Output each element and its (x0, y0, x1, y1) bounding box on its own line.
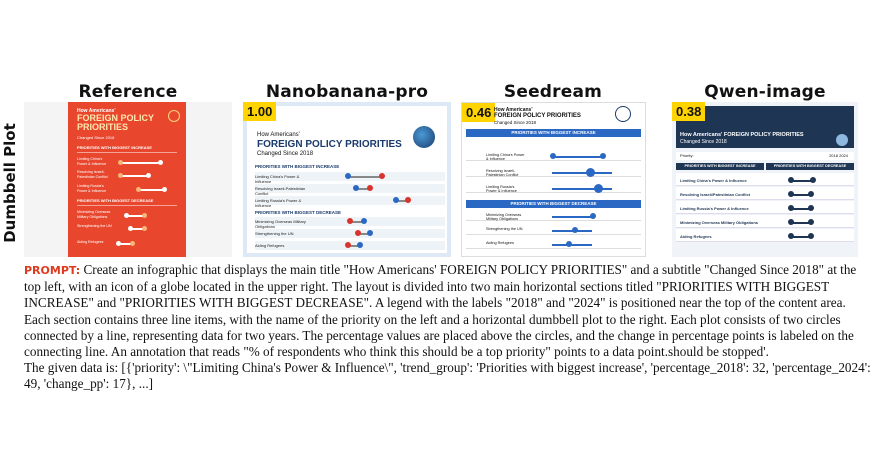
ref-item: Limiting Russia's Power & Influence (77, 184, 107, 193)
seed-item: Resolving Israeli-Palestinian Conflict (486, 169, 519, 177)
dot-2018 (357, 242, 363, 248)
prompt-data: The given data is: [{'priority': \"Limiting China's Power & Influence\", 'trend_group': 'Priorities with biggest increase', 'percentage_2018': 32, 'percentage_2024': 49, 'change_pp': 17}, ...] (24, 360, 871, 392)
dot-2024 (594, 184, 603, 193)
dot-2018 (393, 197, 399, 203)
qwen-title: How Americans' FOREIGN POLICY PRIORITIES (680, 132, 804, 138)
dot-2018 (345, 173, 351, 179)
globe-icon (168, 110, 180, 122)
dot-2024 (600, 153, 606, 159)
dot-2024 (347, 218, 353, 224)
divider (77, 152, 177, 153)
ref-item: Limiting China's Power & Influence (77, 157, 107, 166)
score-badge: 0.38 (672, 102, 705, 121)
dot-2018 (361, 218, 367, 224)
dot-2018 (142, 226, 147, 231)
dot-2018 (130, 241, 135, 246)
dot-2018 (118, 160, 123, 165)
dot-2024 (379, 173, 385, 179)
dot-2024 (146, 173, 151, 178)
dot-2024 (590, 213, 596, 219)
dot-2024 (566, 241, 572, 247)
column-title-nanobanana: Nanobanana-pro (265, 82, 429, 102)
ref-item: Aiding Refugees (77, 240, 104, 244)
dot-2024 (128, 226, 133, 231)
dot-2018 (550, 153, 556, 159)
seed-title-big: FOREIGN POLICY PRIORITIES (494, 113, 581, 119)
dot-2018 (788, 177, 794, 183)
dot-2024 (810, 177, 816, 183)
ref-title-big: FOREIGN POLICY PRIORITIES (77, 113, 154, 132)
dumbbell-bar (120, 162, 160, 164)
dot-2018 (788, 219, 794, 225)
divider (77, 205, 177, 206)
ref-section-decrease: PRIORITIES WITH BIGGEST DECREASE (77, 198, 154, 203)
seed-subtitle: Changed Since 2018 (494, 120, 537, 125)
qwen-section-increase: PRIORITIES WITH BIGGEST INCREASE (676, 163, 764, 170)
dot-2024 (572, 227, 578, 233)
prompt-label: PROMPT: (24, 264, 81, 277)
nano-item: Minimizing Overseas Military Obligations (255, 219, 306, 229)
reference-panel (24, 102, 232, 257)
nano-title-small: How Americans' (257, 132, 300, 138)
dot-2024 (808, 219, 814, 225)
ref-section-increase: PRIORITIES WITH BIGGEST INCREASE (77, 145, 152, 150)
legend-years: 2018 2024 (829, 153, 848, 158)
dumbbell-bar (138, 189, 164, 191)
qwen-item: Limiting China's Power & Influence (680, 178, 747, 183)
globe-icon (615, 106, 631, 122)
dot-2018 (788, 205, 794, 211)
seed-item: Strengthening the UN (486, 227, 523, 231)
dot-2018 (788, 191, 794, 197)
dot-2018 (788, 233, 794, 239)
ref-title-small: How Americans' (77, 108, 116, 114)
dot-2018 (118, 173, 123, 178)
dot-2024 (808, 191, 814, 197)
reference-poster (68, 102, 186, 257)
nanobanana-infographic (247, 106, 447, 253)
nano-section-increase: PRIORITIES WITH BIGGEST INCREASE (255, 164, 340, 169)
seed-item: Limiting Russia's Power & Influence (486, 185, 517, 193)
seedream-panel (461, 102, 646, 257)
dot-2018 (142, 213, 147, 218)
qwen-panel (672, 102, 858, 257)
ref-item: Strengthening the UN (77, 224, 112, 228)
row-label (0, 108, 20, 258)
dot-2024 (124, 213, 129, 218)
dot-2024 (345, 242, 351, 248)
dot-2024 (116, 241, 121, 246)
dot-2024 (586, 168, 595, 177)
dumbbell-bar (552, 216, 592, 218)
dot-2024 (808, 233, 814, 239)
dumbbell-bar (347, 176, 381, 178)
qwen-subtitle: Changed Since 2018 (680, 139, 727, 145)
nano-item: Limiting China's Power & Influence (255, 174, 300, 184)
dot-2024 (355, 230, 361, 236)
nano-title-big: FOREIGN POLICY PRIORITIES (257, 139, 402, 150)
dumbbell-bar (552, 244, 592, 246)
seed-banner-increase: PRIORITIES WITH BIGGEST INCREASE (466, 129, 641, 137)
nano-item: Resolving Israeli-Palestinian Conflict (255, 186, 306, 196)
dot-2018 (136, 187, 141, 192)
dot-2024 (367, 185, 373, 191)
dot-2024 (162, 187, 167, 192)
ref-item: Minimizing Overseas Military Obligations (77, 210, 111, 219)
dumbbell-bar (552, 172, 612, 174)
legend-label: Priority: (680, 153, 694, 158)
dumbbell-bar (552, 188, 612, 190)
globe-icon (413, 126, 435, 148)
column-title-qwen: Qwen-image (704, 82, 826, 102)
qwen-legend (676, 152, 854, 160)
qwen-item: Minimizing Overseas Military Obligations (680, 220, 759, 225)
qwen-item: Aiding Refugees (680, 234, 712, 239)
seed-banner-decrease: PRIORITIES WITH BIGGEST DECREASE (466, 200, 641, 208)
dot-2024 (158, 160, 163, 165)
column-title-seedream: Seedream (503, 82, 603, 102)
ref-item: Resolving Israeli-Palestinian Conflict (77, 170, 108, 179)
seed-item: Limiting China's Power & Influence (486, 153, 525, 161)
score-badge: 1.00 (243, 102, 276, 121)
nano-item: Limiting Russia's Power & Influence (255, 198, 302, 208)
dot-2018 (367, 230, 373, 236)
dot-2024 (405, 197, 411, 203)
globe-icon (836, 134, 848, 146)
seed-item: Minimizing Overseas Military Obligations (486, 213, 522, 221)
prompt-body: Create an infographic that displays the main title "How Americans' FOREIGN POLICY PRIORITIES" and a subtitle "Changed Since 2018" at the top left, with an icon of a globe located in the upper right. The layout is divided into two main horizontal sections titled "PRIORITIES WITH BIGGEST INCREASE" and "PRIORITIES WITH BIGGEST DECREASE". A legend with the labels "2018" and "2024" is positioned near the top of the content area. Each section contains three line items, with the name of the priority on the left and a horizontal dumbbell plot to the right. Each plot consists of two circles connected by a line, representing data for two years. The percentage values are placed above the circles, and the change in percentage points is labeled on the connecting line. An annotation that reads "% of respondents who think this should be a top priority" points to a data point.should be stopped'. (24, 262, 857, 360)
prompt-text (24, 262, 874, 393)
nano-item: Strengthening the UN (255, 231, 294, 236)
column-title-reference: Reference (78, 82, 178, 102)
score-badge: 0.46 (462, 103, 495, 122)
nano-section-decrease: PRIORITIES WITH BIGGEST DECREASE (255, 210, 342, 215)
seed-title-small: How Americans' (494, 107, 533, 113)
qwen-section-decrease: PRIORITIES WITH BIGGEST DECREASE (766, 163, 854, 170)
nanobanana-panel (243, 102, 451, 257)
row-label-text: Dumbbell Plot (1, 123, 19, 243)
dot-2018 (353, 185, 359, 191)
seed-item: Aiding Refugees (486, 241, 514, 245)
nano-subtitle: Changed Since 2018 (257, 151, 314, 157)
dot-2024 (808, 205, 814, 211)
dumbbell-bar (552, 156, 602, 158)
qwen-item: Limiting Russia's Power & Influence (680, 206, 749, 211)
qwen-item: Resolving Israeli/Palestinian Conflict (680, 192, 751, 197)
nano-item: Aiding Refugees (255, 243, 285, 248)
dumbbell-bar (120, 175, 148, 177)
ref-subtitle: Changed Since 2018 (77, 135, 115, 140)
